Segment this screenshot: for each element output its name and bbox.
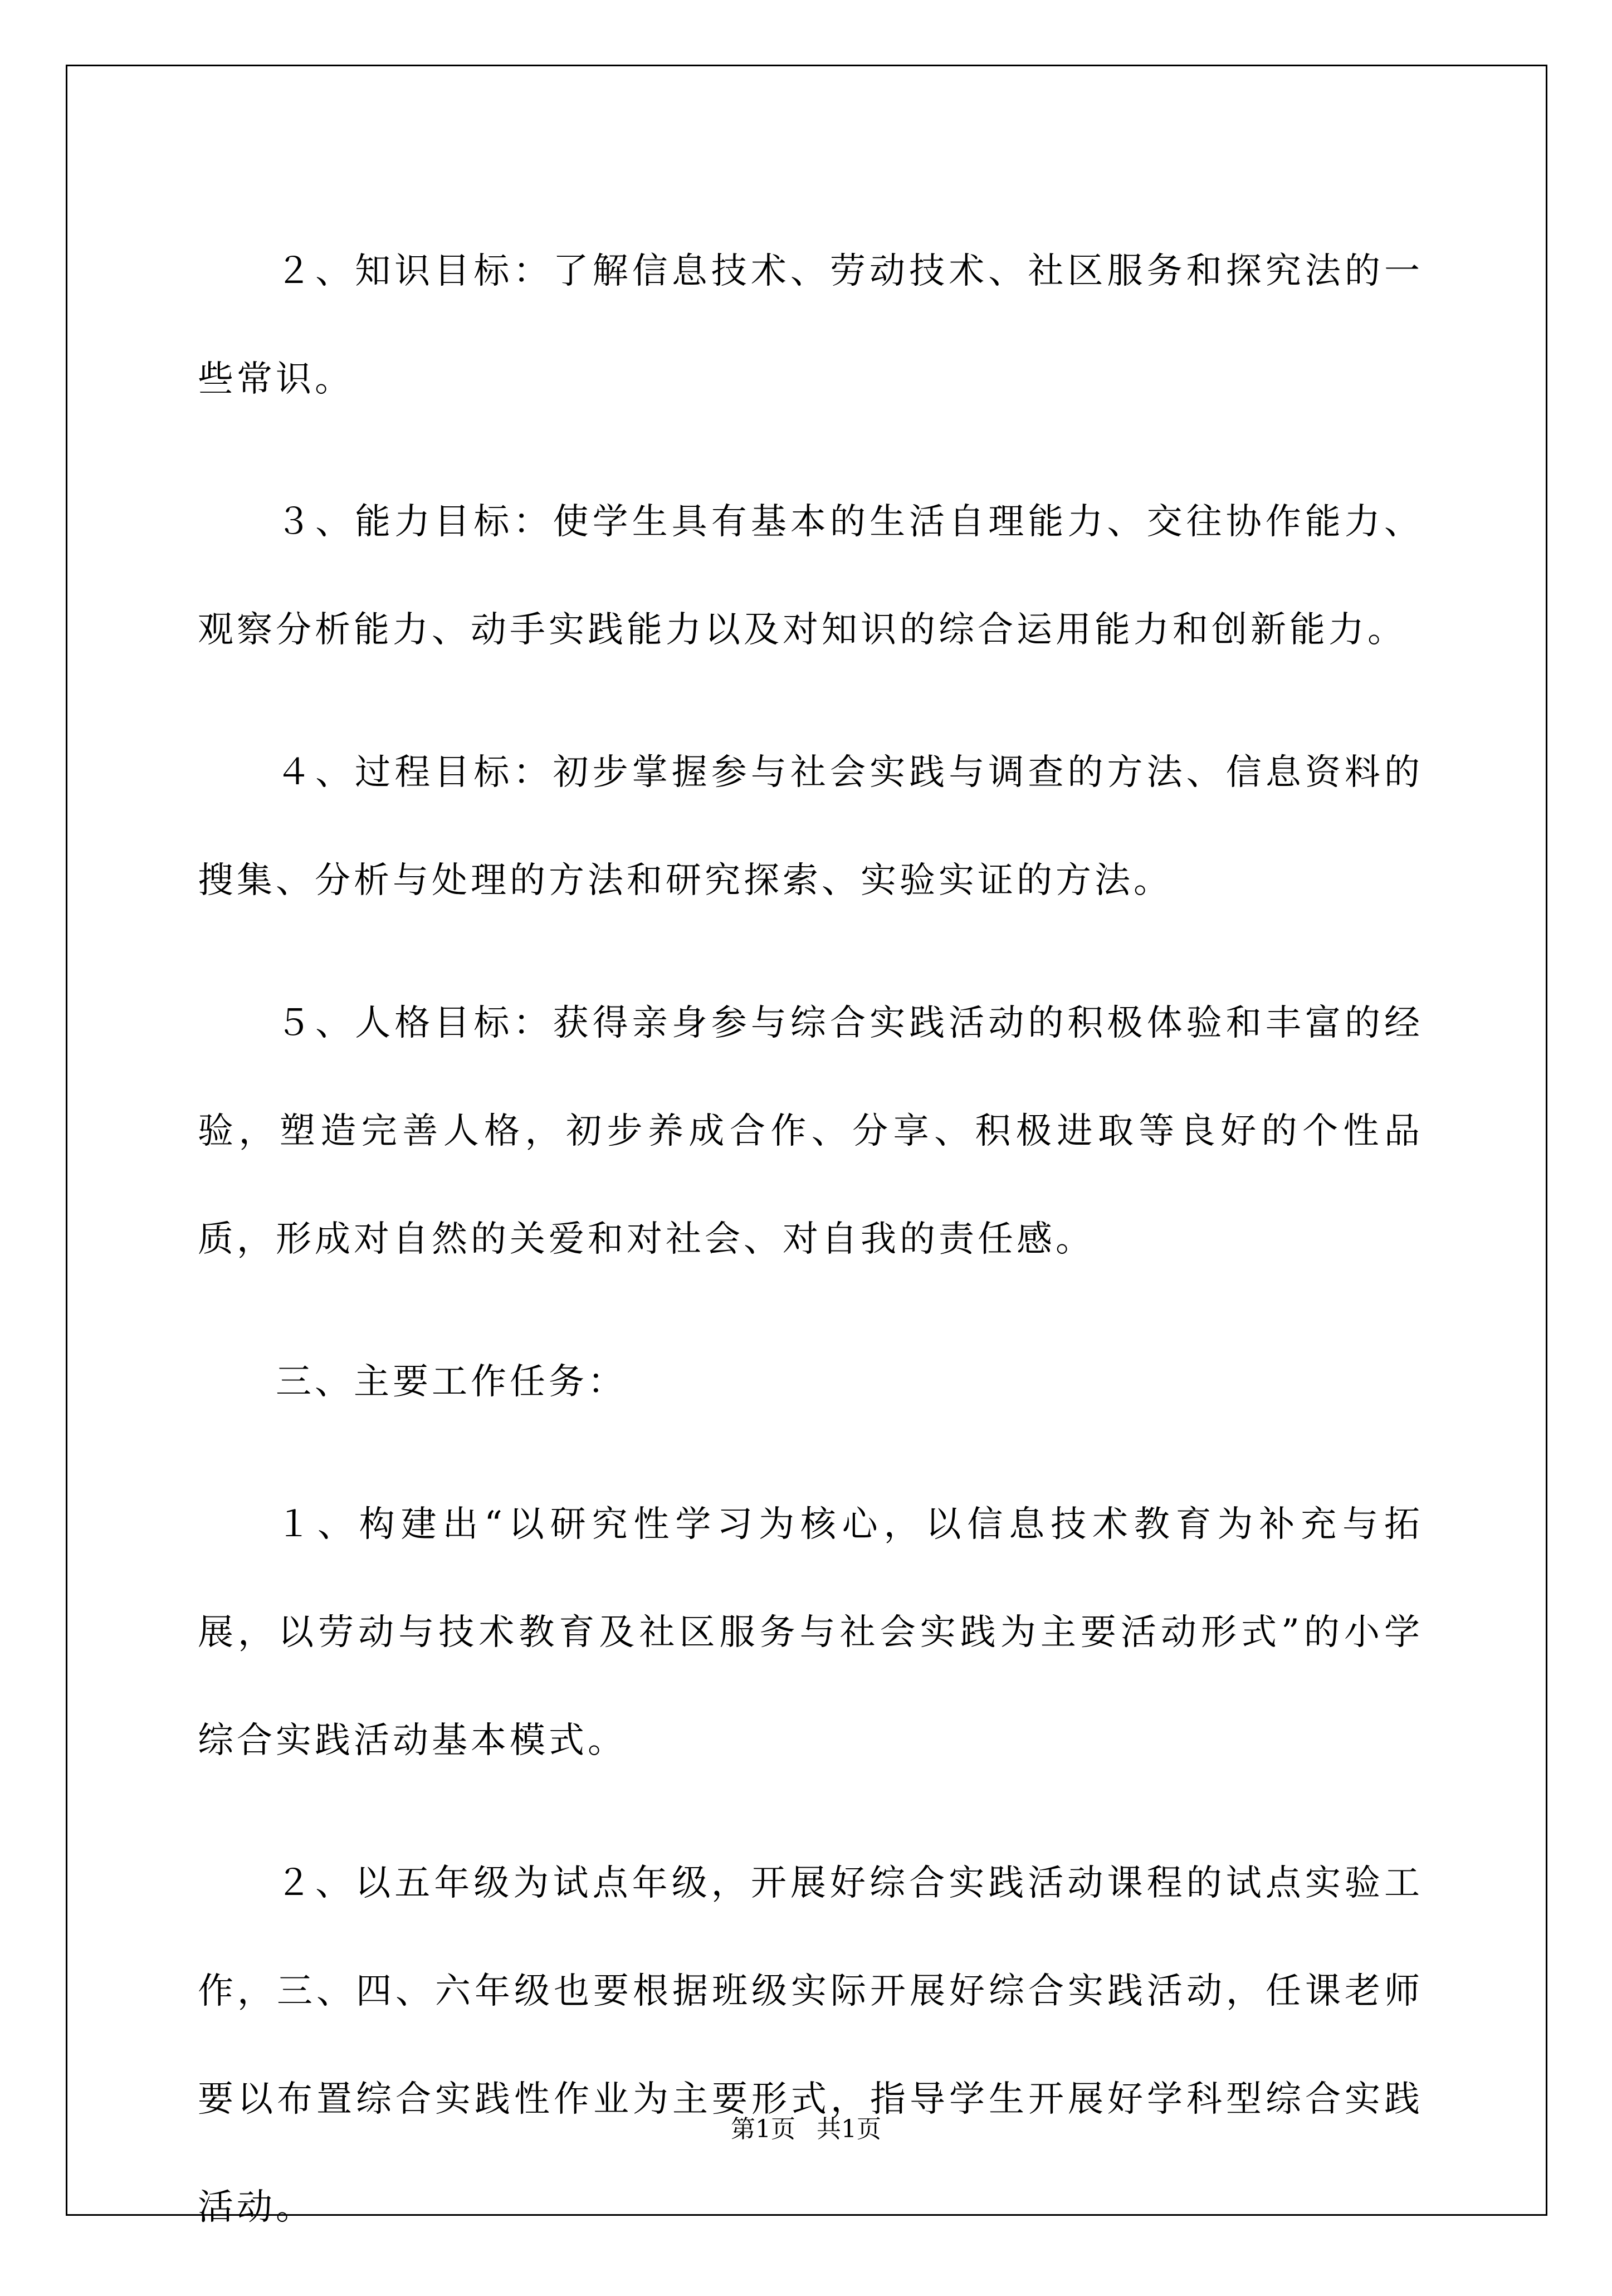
paragraph-process-goal: ４、过程目标：初步掌握参与社会实践与调查的方法、信息资料的搜集、分析与处理的方法和研究探索、实验实证的方法。 bbox=[198, 752, 1423, 901]
paragraph-task-2: ２、以五年级为试点年级，开展好综合实践活动课程的试点实验工作，三、四、六年级也要根据班级实际开展好综合实践活动，任课老师要以布置综合实践性作业为主要形式，指导学生开展好学科型综合实践活动。 bbox=[198, 1863, 1423, 2228]
page-footer bbox=[0, 2109, 1612, 2144]
page-number-current: 第1页 bbox=[731, 2115, 795, 2143]
page-number-total: 共1页 bbox=[817, 2115, 881, 2143]
paragraph-task-1: １、构建出“以研究性学习为核心，以信息技术教育为补充与拓展，以劳动与技术教育及社区服务与社会实践为主要活动形式”的小学综合实践活动基本模式。 bbox=[198, 1504, 1423, 1761]
section-heading-main-tasks: 三、主要工作任务： bbox=[276, 1361, 627, 1403]
paragraph-ability-goal: ３、能力目标：使学生具有基本的生活自理能力、交往协作能力、观察分析能力、动手实践能力以及对知识的综合运用能力和创新能力。 bbox=[198, 501, 1423, 651]
paragraph-personality-goal: ５、人格目标：获得亲身参与综合实践活动的积极体验和丰富的经验，塑造完善人格，初步养成合作、分享、积极进取等良好的个性品质，形成对自然的关爱和对社会、对自我的责任感。 bbox=[198, 1003, 1423, 1260]
paragraph-knowledge-goal: ２、知识目标：了解信息技术、劳动技术、社区服务和探究法的一些常识。 bbox=[198, 251, 1423, 400]
document-body bbox=[198, 217, 1423, 2296]
